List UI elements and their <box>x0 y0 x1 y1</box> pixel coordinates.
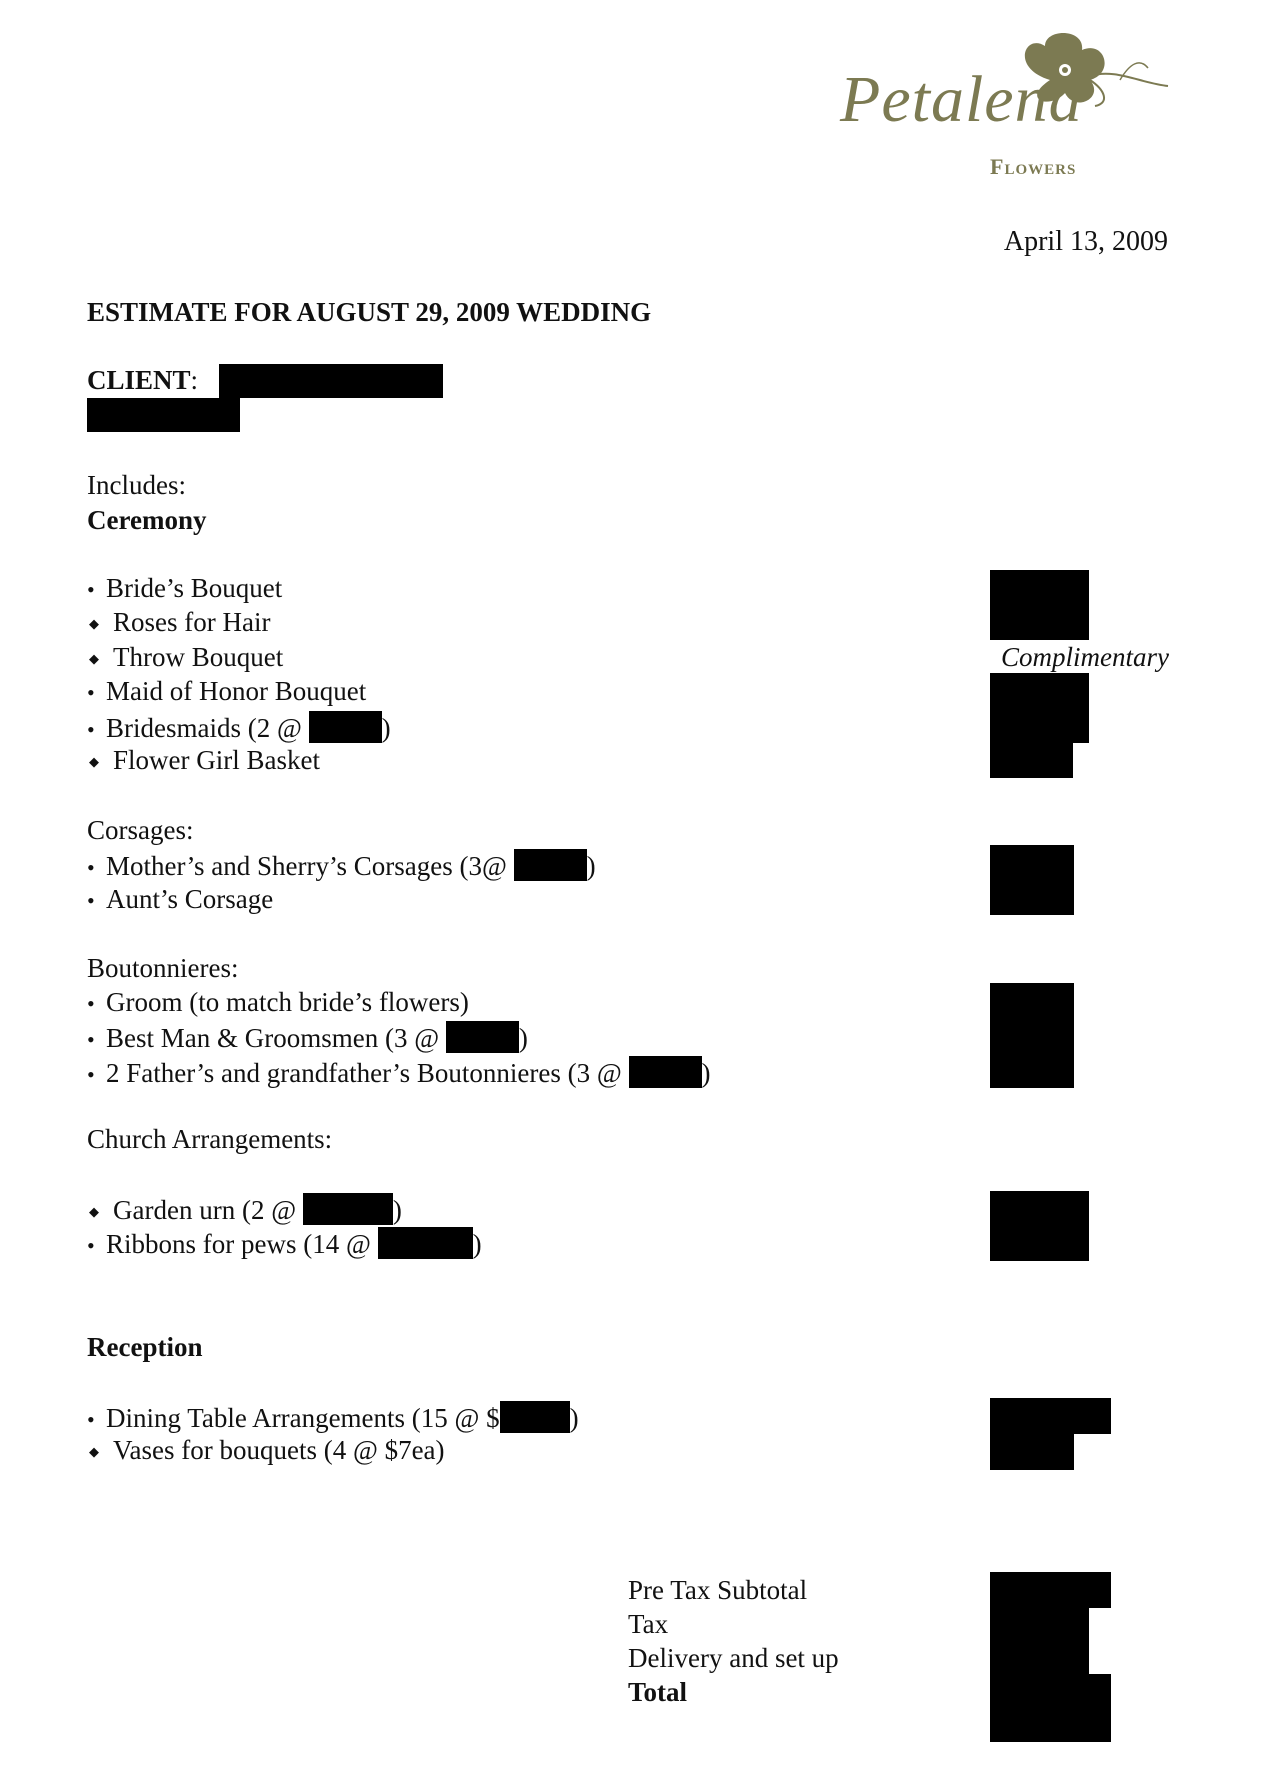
list-item-best-man-groomsmen: • Best Man & Groomsmen (3 @ ) <box>87 1023 528 1053</box>
church-price-redaction <box>990 1191 1089 1261</box>
totals-redaction-2 <box>990 1606 1089 1676</box>
list-item-vases: ◆ Vases for bouquets (4 @ $7ea) <box>89 1435 445 1465</box>
list-item-maid-of-honor: • Maid of Honor Bouquet <box>87 676 367 706</box>
boutonnieres-price-redaction <box>990 983 1074 1088</box>
ceremony-price-redaction-3 <box>990 740 1073 778</box>
corsages-price-redaction <box>990 845 1074 915</box>
logo-name: Petalena <box>840 63 1083 136</box>
includes-label: Includes: <box>87 470 186 500</box>
total-label: Total <box>628 1677 688 1707</box>
list-item-ribbons-for-pews: • Ribbons for pews (14 @ ) <box>87 1229 482 1259</box>
client-label-colon: : <box>190 365 199 395</box>
price-redaction <box>303 1193 393 1225</box>
price-redaction <box>629 1056 702 1088</box>
list-item-roses-for-hair: ◆ Roses for Hair <box>89 607 271 637</box>
complimentary-note: Complimentary <box>1001 642 1169 672</box>
price-redaction <box>309 711 382 743</box>
price-redaction <box>500 1401 570 1433</box>
price-redaction <box>446 1021 519 1053</box>
ceremony-heading: Ceremony <box>87 505 207 535</box>
list-item-throw-bouquet: ◆ Throw Bouquet <box>89 642 284 672</box>
ceremony-price-redaction-2 <box>990 673 1089 743</box>
client-address-redaction <box>87 398 240 432</box>
reception-price-redaction-2 <box>990 1434 1074 1470</box>
estimate-title: ESTIMATE FOR AUGUST 29, 2009 WEDDING <box>87 297 652 327</box>
delivery-label: Delivery and set up <box>628 1643 839 1673</box>
list-item-bridesmaids: • Bridesmaids (2 @ ) <box>87 713 391 743</box>
boutonnieres-heading: Boutonnieres: <box>87 953 239 983</box>
list-item-groom: • Groom (to match bride’s flowers) <box>87 987 469 1017</box>
list-item-garden-urn: ◆ Garden urn (2 @ ) <box>89 1195 402 1225</box>
list-item-dining-table: • Dining Table Arrangements (15 @ $ ) <box>87 1403 579 1433</box>
list-item-brides-bouquet: • Bride’s Bouquet <box>87 573 283 603</box>
logo-subtitle: Flowers <box>990 154 1077 179</box>
church-heading: Church Arrangements: <box>87 1124 333 1154</box>
list-item-flower-girl-basket: ◆ Flower Girl Basket <box>89 745 320 775</box>
ceremony-price-redaction-1 <box>990 570 1089 640</box>
totals-redaction-4 <box>990 1708 1111 1742</box>
reception-heading: Reception <box>87 1332 203 1362</box>
client-label <box>87 365 198 395</box>
client-name-redaction <box>219 364 443 398</box>
price-redaction <box>514 849 587 881</box>
reception-price-redaction-1 <box>990 1398 1111 1434</box>
list-item-aunts-corsage: • Aunt’s Corsage <box>87 884 274 914</box>
list-item-mothers-corsages: • Mother’s and Sherry’s Corsages (3@ ) <box>87 851 596 881</box>
totals-redaction-1 <box>990 1572 1111 1608</box>
client-label-text: CLIENT <box>87 365 191 395</box>
list-item-fathers-boutonnieres: • 2 Father’s and grandfather’s Boutonnieres (3 @ ) <box>87 1058 711 1088</box>
totals-redaction-3 <box>990 1674 1111 1710</box>
tax-label: Tax <box>628 1609 669 1639</box>
pre-tax-subtotal-label: Pre Tax Subtotal <box>628 1575 808 1605</box>
price-redaction <box>378 1227 473 1259</box>
corsages-heading: Corsages: <box>87 815 194 845</box>
document-date: April 13, 2009 <box>1003 226 1168 257</box>
